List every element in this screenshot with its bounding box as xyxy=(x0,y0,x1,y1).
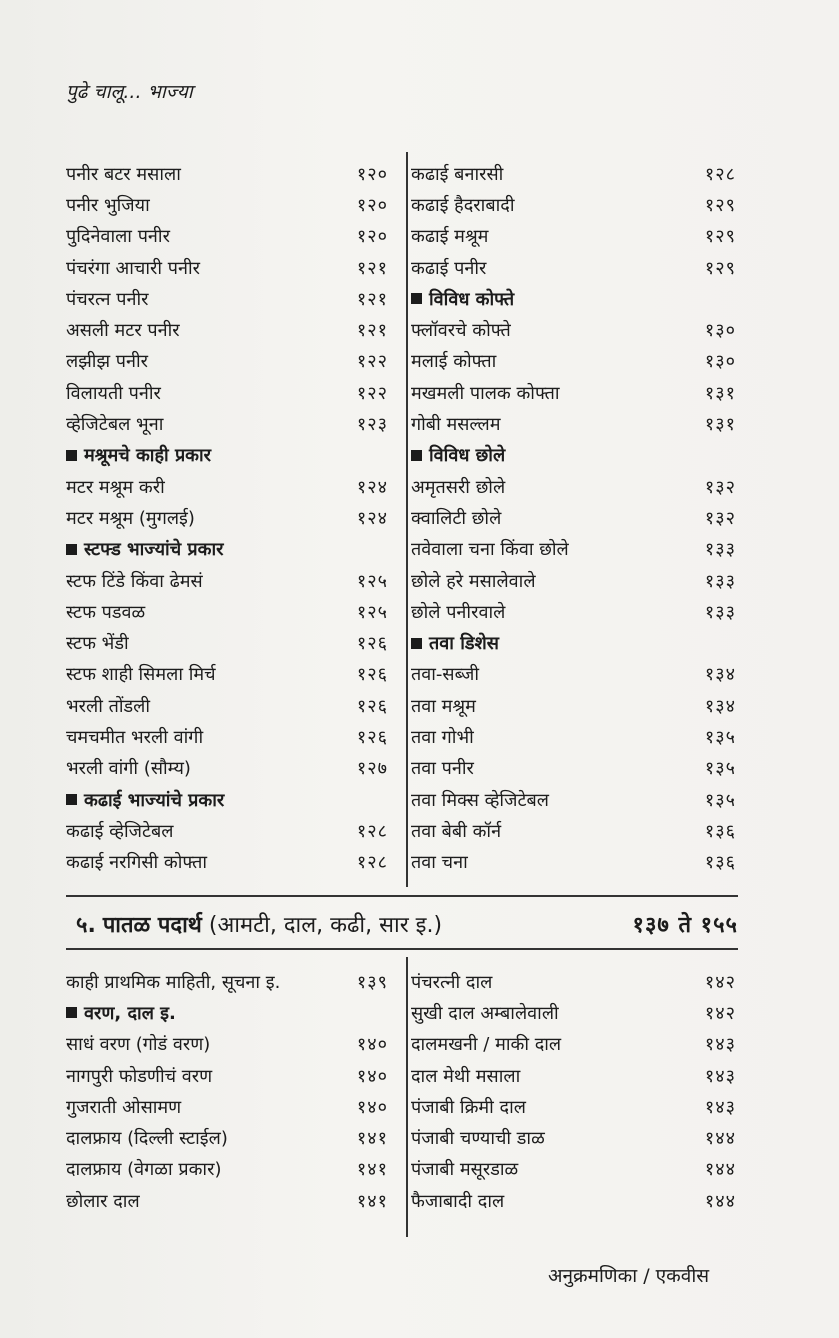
chapter-rule-bottom xyxy=(66,948,738,950)
index-entry xyxy=(66,721,388,752)
index-entry xyxy=(411,314,736,345)
entry-label: भरली तोंडली xyxy=(66,695,151,717)
entry-page-number: १४० xyxy=(356,1096,388,1118)
entry-label: विविध छोले xyxy=(429,445,506,467)
entry-label: तवा चना xyxy=(411,852,468,874)
entry-page-number: १२५ xyxy=(356,570,388,592)
entry-page-number: १३४ xyxy=(704,695,736,717)
entry-page-number: १३६ xyxy=(704,820,736,842)
entry-label: काही प्राथमिक माहिती, सूचना इ. xyxy=(66,971,281,993)
running-head: पुढे चालू... भाज्या xyxy=(66,81,193,103)
entry-label: छोलार दाल xyxy=(66,1190,140,1212)
index-entry xyxy=(411,721,736,752)
index-entry xyxy=(411,408,736,439)
index-entry xyxy=(66,502,388,533)
entry-label: तवा पनीर xyxy=(411,758,474,780)
entry-label: पंचरत्नी दाल xyxy=(411,971,493,993)
index-entry xyxy=(66,565,388,596)
index-entry xyxy=(66,377,388,408)
index-entry xyxy=(66,1060,388,1091)
chapter-heading xyxy=(76,904,738,944)
entry-page-number: १२६ xyxy=(356,633,388,655)
entry-page-number: १२३ xyxy=(356,414,388,436)
entry-label: कढाई बनारसी xyxy=(411,163,504,185)
entry-page-number: १२० xyxy=(356,163,388,185)
entry-label: कढाई हैदराबादी xyxy=(411,194,515,216)
index-entry xyxy=(411,1122,736,1153)
entry-page-number: १२१ xyxy=(356,288,388,310)
section-heading xyxy=(66,534,388,565)
entry-label: व्हेजिटेबल भूना xyxy=(66,414,164,436)
right-column-lower xyxy=(411,966,736,1216)
entry-page-number: १२६ xyxy=(356,664,388,686)
entry-label: कढाई नरगिसी कोफ्ता xyxy=(66,852,207,874)
square-bullet-icon xyxy=(66,544,77,555)
entry-label: लझीझ पनीर xyxy=(66,351,149,373)
entry-label: अमृतसरी छोले xyxy=(411,476,506,498)
square-bullet-icon xyxy=(411,450,422,461)
entry-label: स्टफ टिंडे किंवा ढेमसं xyxy=(66,570,203,592)
entry-page-number: १३१ xyxy=(704,382,736,404)
entry-label: गुजराती ओसामण xyxy=(66,1096,182,1118)
index-entry xyxy=(66,659,388,690)
section-heading xyxy=(411,440,736,471)
entry-page-number: १४४ xyxy=(704,1190,736,1212)
square-bullet-icon xyxy=(66,1007,77,1018)
index-entry xyxy=(411,690,736,721)
entry-page-number: १२० xyxy=(356,194,388,216)
entry-page-number: १४३ xyxy=(704,1065,736,1087)
index-entry xyxy=(66,753,388,784)
column-divider-lower xyxy=(406,957,408,1237)
entry-label: असली मटर पनीर xyxy=(66,320,180,342)
entry-label: छोले हरे मसालेवाले xyxy=(411,570,536,592)
entry-page-number: १२५ xyxy=(356,601,388,623)
entry-label: मश्रूमचे काही प्रकार xyxy=(84,445,212,467)
index-entry xyxy=(411,659,736,690)
index-entry xyxy=(411,1029,736,1060)
entry-page-number: १३३ xyxy=(704,570,736,592)
section-heading xyxy=(411,627,736,658)
square-bullet-icon xyxy=(66,794,77,805)
entry-page-number: १२६ xyxy=(356,726,388,748)
entry-label: फ्लॉवरचे कोफ्ते xyxy=(411,320,511,342)
entry-label: नागपुरी फोडणीचं वरण xyxy=(66,1065,213,1087)
entry-page-number: १२४ xyxy=(356,476,388,498)
entry-label: स्टफ्ड भाज्यांचे प्रकार xyxy=(84,539,224,561)
right-column xyxy=(411,158,736,878)
index-entry xyxy=(411,596,736,627)
entry-page-number: १३५ xyxy=(704,789,736,811)
index-entry xyxy=(66,283,388,314)
index-entry xyxy=(66,221,388,252)
entry-label: तवा बेबी कॉर्न xyxy=(411,820,502,842)
entry-label: फैजाबादी दाल xyxy=(411,1190,505,1212)
entry-page-number: १४१ xyxy=(356,1128,388,1150)
chapter-title-group xyxy=(76,909,442,939)
entry-page-number: १३१ xyxy=(704,414,736,436)
entry-label: मटर मश्रूम करी xyxy=(66,476,165,498)
entry-page-number: १३० xyxy=(704,351,736,373)
entry-label: तवा डिशेस xyxy=(429,633,499,655)
entry-label: तवा मिक्स व्हेजिटेबल xyxy=(411,789,550,811)
entry-page-number: १३५ xyxy=(704,758,736,780)
entry-label: विविध कोफ्ते xyxy=(429,288,515,310)
entry-page-number: १२७ xyxy=(356,758,388,780)
index-entry xyxy=(66,1185,388,1216)
entry-page-number: १३६ xyxy=(704,852,736,874)
chapter-page-range: १३७ ते १५५ xyxy=(632,913,738,938)
index-entry xyxy=(66,158,388,189)
index-entry xyxy=(411,502,736,533)
entry-label: चमचमीत भरली वांगी xyxy=(66,726,204,748)
entry-label: विलायती पनीर xyxy=(66,382,161,404)
index-entry xyxy=(411,1060,736,1091)
entry-label: पंजाबी मसूरडाळ xyxy=(411,1159,519,1181)
entry-page-number: १४१ xyxy=(356,1190,388,1212)
square-bullet-icon xyxy=(411,293,422,304)
index-entry xyxy=(66,189,388,220)
entry-label: पंचरत्न पनीर xyxy=(66,288,149,310)
entry-label: दालफ्राय (वेगळा प्रकार) xyxy=(66,1159,222,1181)
entry-label: पनीर बटर मसाला xyxy=(66,163,181,185)
entry-label: पुदिनेवाला पनीर xyxy=(66,226,170,248)
index-entry xyxy=(411,252,736,283)
section-heading xyxy=(411,283,736,314)
index-entry xyxy=(66,627,388,658)
entry-page-number: १२१ xyxy=(356,257,388,279)
entry-page-number: १२२ xyxy=(356,382,388,404)
entry-label: साधं वरण (गोडं वरण) xyxy=(66,1034,211,1056)
entry-page-number: १२९ xyxy=(704,226,736,248)
index-entry xyxy=(411,221,736,252)
chapter-title: पातळ पदार्थ xyxy=(102,913,202,938)
left-column xyxy=(66,158,388,878)
entry-label: गोबी मसल्लम xyxy=(411,414,501,436)
square-bullet-icon xyxy=(411,638,422,649)
entry-label: पंजाबी क्रिमी दाल xyxy=(411,1096,526,1118)
entry-page-number: १३५ xyxy=(704,726,736,748)
index-entry xyxy=(66,1154,388,1185)
index-entry xyxy=(411,189,736,220)
chapter-subtitle: (आमटी, दाल, कढी, सार इ.) xyxy=(208,913,443,938)
entry-page-number: १२८ xyxy=(704,163,736,185)
index-entry xyxy=(66,596,388,627)
index-entry xyxy=(66,252,388,283)
entry-page-number: १३३ xyxy=(704,601,736,623)
entry-label: दालफ्राय (दिल्ली स्टाईल) xyxy=(66,1128,228,1150)
entry-page-number: १४२ xyxy=(704,1002,736,1024)
entry-label: क्वालिटी छोले xyxy=(411,507,502,529)
chapter-number: ५. xyxy=(76,913,96,938)
index-entry xyxy=(66,1029,388,1060)
index-entry xyxy=(66,815,388,846)
index-entry xyxy=(411,471,736,502)
index-entry xyxy=(411,966,736,997)
square-bullet-icon xyxy=(66,450,77,461)
index-entry xyxy=(66,471,388,502)
entry-page-number: १३९ xyxy=(356,971,388,993)
index-entry xyxy=(411,1154,736,1185)
entry-page-number: १२८ xyxy=(356,820,388,842)
entry-page-number: १४४ xyxy=(704,1159,736,1181)
entry-label: कढाई मश्रूम xyxy=(411,226,489,248)
column-divider xyxy=(406,152,408,887)
entry-page-number: १४३ xyxy=(704,1034,736,1056)
entry-page-number: १४० xyxy=(356,1065,388,1087)
entry-page-number: १२४ xyxy=(356,507,388,529)
entry-page-number: १४० xyxy=(356,1034,388,1056)
section-heading xyxy=(66,440,388,471)
entry-page-number: १४४ xyxy=(704,1128,736,1150)
entry-label: पंजाबी चण्याची डाळ xyxy=(411,1128,545,1150)
entry-page-number: १२६ xyxy=(356,695,388,717)
entry-label: तवा मश्रूम xyxy=(411,695,476,717)
index-entry xyxy=(411,377,736,408)
entry-label: वरण, दाल इ. xyxy=(84,1002,176,1024)
entry-label: मटर मश्रूम (मुगलई) xyxy=(66,507,195,529)
entry-label: मलाई कोफ्ता xyxy=(411,351,497,373)
index-entry xyxy=(411,847,736,878)
index-entry xyxy=(66,346,388,377)
page-footer: अनुक्रमणिका / एकवीस xyxy=(548,1265,710,1287)
index-entry xyxy=(66,1091,388,1122)
index-entry xyxy=(66,690,388,721)
index-entry xyxy=(411,784,736,815)
index-entry xyxy=(66,1122,388,1153)
index-entry xyxy=(411,565,736,596)
entry-page-number: १३० xyxy=(704,320,736,342)
entry-page-number: १३४ xyxy=(704,664,736,686)
entry-label: दालमखनी / माकी दाल xyxy=(411,1034,562,1056)
section-heading xyxy=(66,997,388,1028)
entry-page-number: १४२ xyxy=(704,971,736,993)
entry-page-number: १२९ xyxy=(704,257,736,279)
index-entry xyxy=(411,346,736,377)
left-column-lower xyxy=(66,966,388,1216)
index-entry xyxy=(66,314,388,345)
index-entry xyxy=(66,408,388,439)
entry-label: कढाई व्हेजिटेबल xyxy=(66,820,174,842)
entry-label: पनीर भुजिया xyxy=(66,194,150,216)
entry-label: छोले पनीरवाले xyxy=(411,601,506,623)
chapter-rule-top xyxy=(66,895,738,897)
index-entry xyxy=(411,158,736,189)
entry-label: तवेवाला चना किंवा छोले xyxy=(411,539,569,561)
entry-page-number: १२१ xyxy=(356,320,388,342)
entry-label: कढाई पनीर xyxy=(411,257,487,279)
entry-label: कढाई भाज्यांचे प्रकार xyxy=(84,789,225,811)
entry-label: सुखी दाल अम्बालेवाली xyxy=(411,1002,559,1024)
entry-page-number: १३२ xyxy=(704,476,736,498)
entry-page-number: १३३ xyxy=(704,539,736,561)
entry-page-number: १२२ xyxy=(356,351,388,373)
entry-page-number: १४३ xyxy=(704,1096,736,1118)
entry-label: तवा-सब्जी xyxy=(411,664,480,686)
index-entry xyxy=(411,534,736,565)
entry-label: पंचरंगा आचारी पनीर xyxy=(66,257,201,279)
entry-label: तवा गोभी xyxy=(411,726,474,748)
index-entry xyxy=(66,847,388,878)
index-entry xyxy=(411,1185,736,1216)
index-entry xyxy=(66,966,388,997)
entry-page-number: १२८ xyxy=(356,852,388,874)
index-entry xyxy=(411,997,736,1028)
entry-label: मखमली पालक कोफ्ता xyxy=(411,382,560,404)
index-entry xyxy=(411,815,736,846)
entry-label: दाल मेथी मसाला xyxy=(411,1065,521,1087)
index-entry xyxy=(411,1091,736,1122)
section-heading xyxy=(66,784,388,815)
entry-label: स्टफ भेंडी xyxy=(66,633,129,655)
entry-page-number: १२९ xyxy=(704,194,736,216)
index-entry xyxy=(411,753,736,784)
entry-page-number: १३२ xyxy=(704,507,736,529)
entry-page-number: १४१ xyxy=(356,1159,388,1181)
entry-label: स्टफ पडवळ xyxy=(66,601,146,623)
entry-page-number: १२० xyxy=(356,226,388,248)
entry-label: स्टफ शाही सिमला मिर्च xyxy=(66,664,216,686)
entry-label: भरली वांगी (सौम्य) xyxy=(66,758,191,780)
